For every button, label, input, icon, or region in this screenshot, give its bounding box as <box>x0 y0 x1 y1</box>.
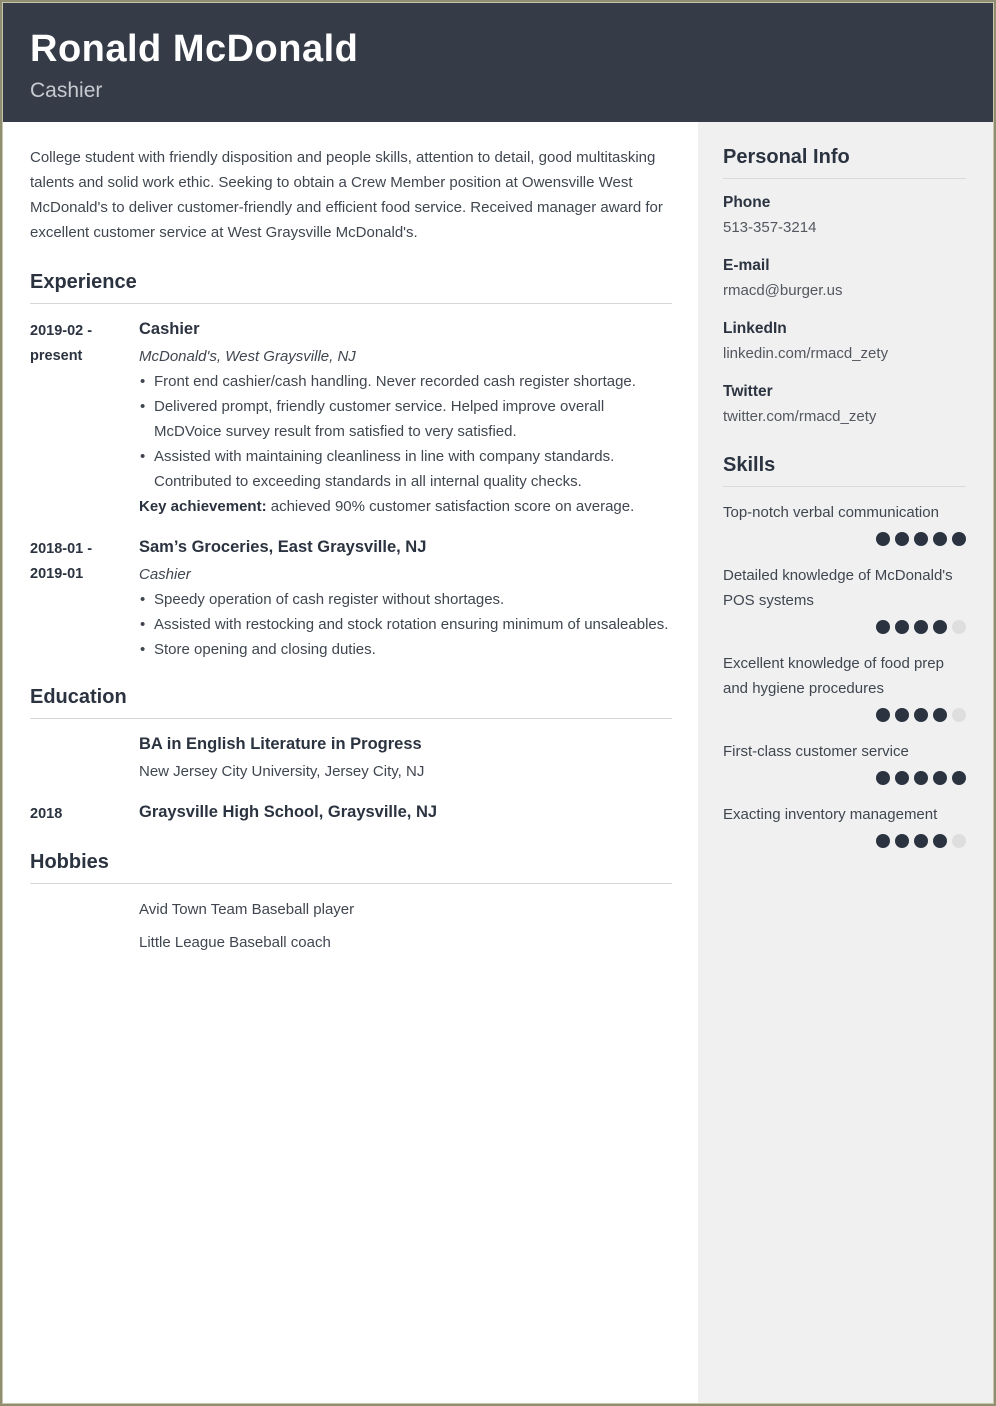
skill-name: Excellent knowledge of food prep and hygiene procedures <box>723 655 944 697</box>
contact-field-label: Twitter <box>723 383 773 400</box>
entry-subtitle: McDonald's, West Graysville, NJ <box>139 348 356 365</box>
entry-subtitle: New Jersey City University, Jersey City, NJ <box>139 763 425 780</box>
dated-entry <box>30 535 672 662</box>
contact-field-value: rmacd@burger.us <box>723 282 843 299</box>
skill-name: Detailed knowledge of McDonald's POS systems <box>723 567 953 609</box>
entry-date-line: 2018 <box>30 806 63 822</box>
degree-title: BA in English Literature in Progress <box>139 735 422 753</box>
rating-dot-filled <box>876 708 890 722</box>
skill-item <box>723 802 966 848</box>
summary-paragraph: College student with friendly disposition and people skills, attention to detail, good multitasking talents and solid work ethic. Seeking to obtain a Crew Member position at Owensville West McDonald's to deliver customer-friendly and efficient food service. Received manager award for excellent customer service at West Graysville McDonald's. <box>30 149 663 241</box>
rating-dot-filled <box>933 771 947 785</box>
bullet-item: • Assisted with restocking and stock rotation ensuring minimum of unsaleables. <box>139 612 672 637</box>
rating-dot-filled <box>895 771 909 785</box>
entry-date-line: 2019-02 - <box>30 323 93 339</box>
skill-items <box>723 500 966 848</box>
header-band <box>2 2 994 122</box>
entry-date-line: 2018-01 - <box>30 541 93 557</box>
contact-field-label: Phone <box>723 194 771 211</box>
rating-dot-filled <box>933 620 947 634</box>
hobby-items <box>30 897 672 955</box>
personal-info-fields <box>723 192 966 428</box>
contact-field <box>723 255 966 302</box>
bullet-item: • Front end cashier/cash handling. Never recorded cash register shortage. <box>139 369 672 394</box>
rating-dot-empty <box>952 620 966 634</box>
job-title: Sam’s Groceries, East Graysville, NJ <box>139 538 427 556</box>
entry-dates <box>30 535 139 662</box>
contact-field <box>723 318 966 365</box>
education-entries <box>30 732 672 827</box>
experience-section <box>30 271 672 662</box>
rating-dot-filled <box>914 532 928 546</box>
skill-name: Exacting inventory management <box>723 806 938 823</box>
main-column <box>2 122 698 1404</box>
hobby-item: Avid Town Team Baseball player <box>139 901 355 918</box>
rating-dot-filled <box>876 771 890 785</box>
sidebar <box>698 122 994 1404</box>
rating-dot-filled <box>952 771 966 785</box>
bullet-item: • Speedy operation of cash register without shortages. <box>139 587 672 612</box>
entry-subtitle: Cashier <box>139 566 191 583</box>
rating-dot-filled <box>876 834 890 848</box>
skill-rating <box>723 708 966 722</box>
skills-section <box>723 454 966 848</box>
candidate-job-title: Cashier <box>30 79 103 102</box>
entry-dates <box>30 317 139 519</box>
contact-field-label: E-mail <box>723 257 770 274</box>
rating-dot-filled <box>914 834 928 848</box>
contact-field <box>723 381 966 428</box>
rating-dot-filled <box>914 771 928 785</box>
education-heading: Education <box>30 686 672 719</box>
hobby-item: Little League Baseball coach <box>139 934 331 951</box>
entry-content <box>139 535 672 662</box>
personal-info-section <box>723 146 966 428</box>
rating-dot-filled <box>895 532 909 546</box>
entry-content <box>139 317 672 519</box>
dated-entry <box>30 317 672 519</box>
skill-rating <box>723 532 966 546</box>
entry-date-line: present <box>30 348 83 364</box>
entry-dates <box>30 800 139 827</box>
skill-name: First-class customer service <box>723 743 909 760</box>
personal-info-heading: Personal Info <box>723 146 966 179</box>
rating-dot-empty <box>952 834 966 848</box>
skill-item <box>723 563 966 634</box>
key-achievement-text: achieved 90% customer satisfaction score on average. <box>266 498 635 515</box>
key-achievement <box>139 494 672 519</box>
hobbies-heading: Hobbies <box>30 851 672 884</box>
skill-item <box>723 500 966 546</box>
skill-name: Top-notch verbal communication <box>723 504 939 521</box>
contact-field-label: LinkedIn <box>723 320 787 337</box>
entry-dates <box>30 732 139 784</box>
skill-rating <box>723 771 966 785</box>
contact-field-value: 513-357-3214 <box>723 219 817 236</box>
rating-dot-filled <box>914 620 928 634</box>
rating-dot-filled <box>952 532 966 546</box>
rating-dot-filled <box>933 532 947 546</box>
rating-dot-filled <box>876 532 890 546</box>
rating-dot-filled <box>933 708 947 722</box>
bullet-item: • Assisted with maintaining cleanliness in line with company standards. Contributed to exceeding standards in all internal quality checks. <box>139 444 672 494</box>
skill-item <box>723 739 966 785</box>
entry-content <box>139 800 672 827</box>
contact-field-value: twitter.com/rmacd_zety <box>723 408 877 425</box>
hobbies-section <box>30 851 672 955</box>
job-title: Cashier <box>139 320 200 338</box>
candidate-name: Ronald McDonald <box>30 28 359 70</box>
rating-dot-filled <box>914 708 928 722</box>
dated-entry <box>30 800 672 827</box>
experience-heading: Experience <box>30 271 672 304</box>
body-row <box>2 122 994 1404</box>
entry-bullets <box>139 587 672 662</box>
experience-entries <box>30 317 672 662</box>
bullet-item: • Delivered prompt, friendly customer service. Helped improve overall McDVoice survey result from satisfied to very satisfied. <box>139 394 672 444</box>
rating-dot-filled <box>895 620 909 634</box>
contact-field-value: linkedin.com/rmacd_zety <box>723 345 889 362</box>
degree-title: Graysville High School, Graysville, NJ <box>139 803 438 821</box>
bullet-item: • Store opening and closing duties. <box>139 637 672 662</box>
contact-field <box>723 192 966 239</box>
key-achievement-label: Key achievement: <box>139 498 267 515</box>
rating-dot-filled <box>895 708 909 722</box>
entry-bullets <box>139 369 672 494</box>
skill-item <box>723 651 966 722</box>
skill-rating <box>723 620 966 634</box>
education-section <box>30 686 672 827</box>
entry-content <box>139 732 672 784</box>
rating-dot-filled <box>933 834 947 848</box>
skills-heading: Skills <box>723 454 966 487</box>
dated-entry <box>30 732 672 784</box>
entry-date-line: 2019-01 <box>30 566 84 582</box>
rating-dot-filled <box>895 834 909 848</box>
rating-dot-filled <box>876 620 890 634</box>
skill-rating <box>723 834 966 848</box>
rating-dot-empty <box>952 708 966 722</box>
